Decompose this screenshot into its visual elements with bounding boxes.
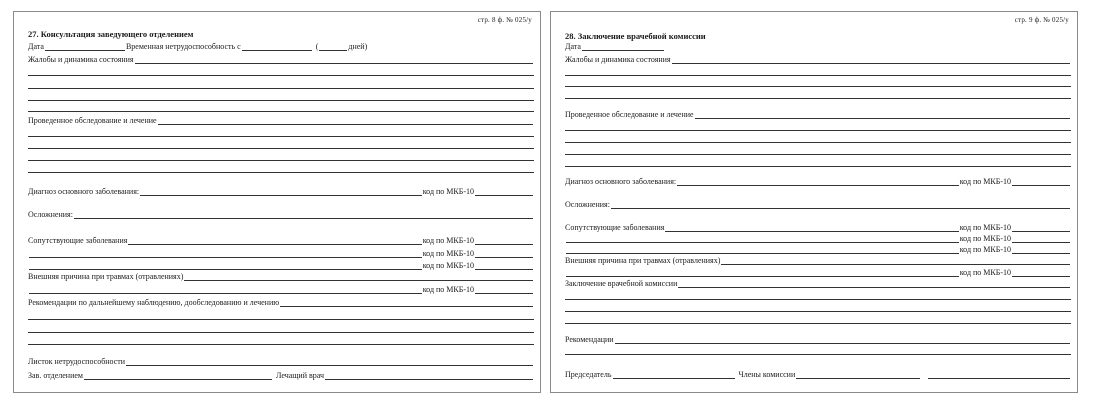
complaints-row [28, 54, 534, 64]
conclusion-line[interactable] [565, 311, 1071, 312]
comorbid-row [28, 235, 534, 245]
recommend-field[interactable] [615, 335, 1070, 344]
chair-signature-field[interactable] [613, 370, 735, 379]
icd-field[interactable] [475, 249, 533, 258]
icd-field[interactable] [475, 285, 533, 294]
sick-leave-field[interactable] [126, 357, 533, 366]
date-row [565, 41, 1071, 51]
signatures-row [565, 369, 1071, 379]
comorbid-row [28, 248, 534, 258]
icd-field[interactable] [1012, 234, 1070, 243]
date-label: Дата [28, 42, 44, 51]
comorbid-field[interactable] [566, 234, 959, 243]
complaints-line[interactable] [565, 75, 1071, 76]
date-field[interactable] [45, 42, 125, 51]
exam-row [28, 115, 534, 125]
exam-field[interactable] [158, 116, 533, 125]
comorbid-field[interactable] [29, 261, 422, 270]
recommend-label: Рекомендации [565, 335, 614, 344]
head-signature-field[interactable] [84, 371, 272, 380]
exam-line[interactable] [28, 136, 534, 137]
section-title: 27. Консультация заведующего отделением [28, 29, 194, 39]
comorbid-label: Сопутствующие заболевания [28, 236, 128, 245]
doctor-signature-field[interactable] [325, 371, 533, 380]
disability-start-field[interactable] [242, 42, 312, 51]
complaints-line[interactable] [565, 98, 1071, 99]
icd-field[interactable] [1012, 177, 1070, 186]
complaints-line[interactable] [28, 75, 534, 76]
conclusion-line[interactable] [565, 299, 1071, 300]
complications-row [565, 199, 1071, 209]
complications-label: Осложнения: [28, 210, 73, 219]
days-field[interactable] [319, 42, 347, 51]
external-field[interactable] [721, 256, 1070, 265]
page-number: стр. 8 ф. № 025/у [477, 16, 532, 24]
icd-field[interactable] [475, 236, 533, 245]
complaints-line[interactable] [565, 86, 1071, 87]
head-label: Зав. отделением [28, 371, 83, 380]
complaints-line[interactable] [28, 100, 534, 101]
complaints-line[interactable] [28, 111, 534, 112]
disability-label: Временная нетрудоспособность с [125, 42, 241, 51]
diagnosis-label: Диагноз основного заболевания: [565, 177, 677, 186]
section-title: 28. Заключение врачебной комиссии [565, 31, 706, 41]
external-row [28, 271, 534, 281]
recommend-line[interactable] [28, 344, 534, 345]
external-extra-field[interactable] [566, 268, 959, 277]
complaints-row [565, 54, 1071, 64]
members-label: Члены комиссии [738, 370, 796, 379]
comorbid-row [565, 233, 1071, 243]
recommend-field[interactable] [280, 298, 533, 307]
complaints-label: Жалобы и динамика состояния [28, 55, 134, 64]
exam-label: Проведенное обследование и лечение [28, 116, 157, 125]
conclusion-label: Заключение врачебной комиссии [565, 279, 678, 288]
conclusion-line[interactable] [565, 323, 1071, 324]
exam-line[interactable] [565, 142, 1071, 143]
recommend-row [28, 297, 534, 307]
exam-line[interactable] [565, 130, 1071, 131]
comorbid-row [565, 244, 1071, 254]
external-label: Внешняя причина при травмах (отравлениях) [565, 256, 721, 265]
comorbid-row [565, 222, 1071, 232]
comorbid-field[interactable] [29, 249, 422, 258]
exam-line[interactable] [565, 166, 1071, 167]
icd-label: код по МКБ-10 [959, 234, 1011, 243]
external-row [565, 255, 1071, 265]
date-label: Дата [565, 42, 581, 51]
icd-field[interactable] [1012, 223, 1070, 232]
recommend-line[interactable] [28, 332, 534, 333]
recommend-label: Рекомендации по дальнейшему наблюдению, дообследованию и лечению [28, 298, 280, 307]
diagnosis-row [28, 186, 534, 196]
left-page [13, 11, 541, 393]
complications-label: Осложнения: [565, 200, 610, 209]
signatures-row [28, 370, 534, 380]
comorbid-field[interactable] [128, 236, 421, 245]
complaints-field[interactable] [672, 55, 1070, 64]
icd-label: код по МКБ-10 [959, 223, 1011, 232]
icd-label: код по МКБ-10 [422, 187, 474, 196]
conclusion-row [565, 278, 1071, 288]
complaints-line[interactable] [28, 88, 534, 89]
exam-line[interactable] [28, 160, 534, 161]
icd-label: код по МКБ-10 [422, 261, 474, 270]
icd-field[interactable] [1012, 268, 1070, 277]
external-field[interactable] [184, 272, 533, 281]
icd-field[interactable] [475, 187, 533, 196]
recommend-row [565, 334, 1071, 344]
complications-row [28, 209, 534, 219]
icd-label: код по МКБ-10 [422, 249, 474, 258]
icd-label: код по МКБ-10 [959, 268, 1011, 277]
icd-label: код по МКБ-10 [959, 245, 1011, 254]
recommend-line[interactable] [565, 354, 1071, 355]
member-signature-field[interactable] [928, 370, 1070, 379]
complaints-label: Жалобы и динамика состояния [565, 55, 671, 64]
diagnosis-field[interactable] [140, 187, 422, 196]
exam-field[interactable] [695, 110, 1070, 119]
external-icd-row [28, 284, 534, 294]
comorbid-field[interactable] [665, 223, 958, 232]
exam-line[interactable] [28, 172, 534, 173]
complaints-field[interactable] [135, 55, 533, 64]
external-label: Внешняя причина при травмах (отравлениях) [28, 272, 184, 281]
recommend-line[interactable] [28, 319, 534, 320]
exam-line[interactable] [565, 154, 1071, 155]
comorbid-field[interactable] [566, 245, 959, 254]
days-label: дней) [348, 42, 368, 51]
icd-label: код по МКБ-10 [422, 285, 474, 294]
icd-field[interactable] [475, 261, 533, 270]
date-row [28, 41, 528, 51]
member-signature-field[interactable] [796, 370, 920, 379]
icd-field[interactable] [1012, 245, 1070, 254]
sick-leave-row [28, 356, 534, 366]
sick-leave-label: Листок нетрудоспособности [28, 357, 126, 366]
exam-line[interactable] [28, 148, 534, 149]
conclusion-field[interactable] [678, 279, 1070, 288]
chair-label: Председатель [565, 370, 612, 379]
comorbid-row [28, 260, 534, 270]
right-page [550, 11, 1078, 393]
days-open: ( [315, 42, 319, 51]
external-icd-row [565, 267, 1071, 277]
diagnosis-row [565, 176, 1071, 186]
icd-label: код по МКБ-10 [422, 236, 474, 245]
exam-row [565, 109, 1071, 119]
diagnosis-label: Диагноз основного заболевания: [28, 187, 140, 196]
diagnosis-field[interactable] [677, 177, 959, 186]
external-extra-field[interactable] [29, 285, 422, 294]
page-number: стр. 9 ф. № 025/у [1014, 16, 1069, 24]
complications-field[interactable] [611, 200, 1070, 209]
icd-label: код по МКБ-10 [959, 177, 1011, 186]
exam-label: Проведенное обследование и лечение [565, 110, 694, 119]
date-field[interactable] [582, 42, 664, 51]
doctor-label: Лечащий врач [275, 371, 325, 380]
comorbid-label: Сопутствующие заболевания [565, 223, 665, 232]
complications-field[interactable] [74, 210, 533, 219]
